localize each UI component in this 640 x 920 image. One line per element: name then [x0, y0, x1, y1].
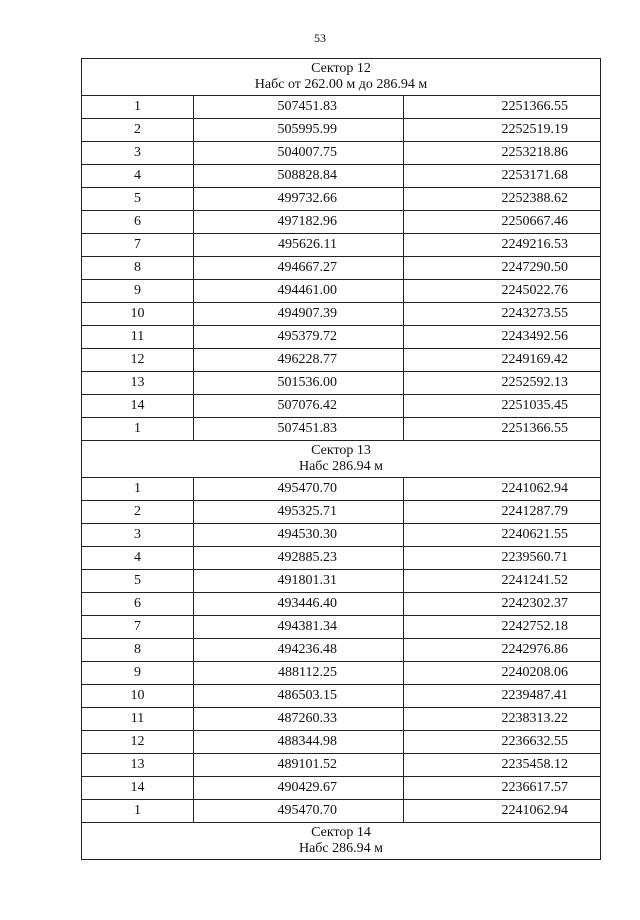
sector-header: [82, 441, 601, 478]
point-number-cell: 12: [82, 349, 194, 372]
sector-header-row: [82, 823, 601, 860]
x-coordinate-cell: 490429.67: [194, 777, 404, 800]
y-coordinate-cell: 2236632.55: [404, 731, 601, 754]
y-coordinate-cell: 2241062.94: [404, 800, 601, 823]
sector-header-row: [82, 59, 601, 96]
table-row: [82, 685, 601, 708]
sector-title: Сектор 14: [311, 825, 371, 840]
x-coordinate-cell: 508828.84: [194, 165, 404, 188]
x-coordinate-cell: 504007.75: [194, 142, 404, 165]
y-coordinate-cell: 2251366.55: [404, 418, 601, 441]
point-number-cell: 9: [82, 280, 194, 303]
point-number-cell: 11: [82, 708, 194, 731]
point-number-cell: 6: [82, 593, 194, 616]
y-coordinate-cell: 2243492.56: [404, 326, 601, 349]
table-row: [82, 188, 601, 211]
y-coordinate-cell: 2253171.68: [404, 165, 601, 188]
y-coordinate-cell: 2247290.50: [404, 257, 601, 280]
y-coordinate-cell: 2243273.55: [404, 303, 601, 326]
table-row: [82, 349, 601, 372]
y-coordinate-cell: 2241062.94: [404, 478, 601, 501]
table-row: [82, 708, 601, 731]
point-number-cell: 6: [82, 211, 194, 234]
point-number-cell: 14: [82, 395, 194, 418]
x-coordinate-cell: 494530.30: [194, 524, 404, 547]
y-coordinate-cell: 2251366.55: [404, 96, 601, 119]
table-row: [82, 501, 601, 524]
point-number-cell: 13: [82, 754, 194, 777]
x-coordinate-cell: 497182.96: [194, 211, 404, 234]
x-coordinate-cell: 495470.70: [194, 478, 404, 501]
y-coordinate-cell: 2241241.52: [404, 570, 601, 593]
point-number-cell: 3: [82, 142, 194, 165]
y-coordinate-cell: 2240208.06: [404, 662, 601, 685]
table-row: [82, 372, 601, 395]
x-coordinate-cell: 495626.11: [194, 234, 404, 257]
x-coordinate-cell: 487260.33: [194, 708, 404, 731]
y-coordinate-cell: 2242976.86: [404, 639, 601, 662]
point-number-cell: 1: [82, 478, 194, 501]
sector-header-row: [82, 441, 601, 478]
sector-subtitle: Набс 286.94 м: [298, 459, 384, 474]
y-coordinate-cell: 2252519.19: [404, 119, 601, 142]
page-number: 53: [314, 31, 326, 45]
y-coordinate-cell: 2252592.13: [404, 372, 601, 395]
table-row: [82, 280, 601, 303]
point-number-cell: 5: [82, 188, 194, 211]
coordinates-table-body: [82, 59, 601, 860]
table-row: [82, 570, 601, 593]
point-number-cell: 11: [82, 326, 194, 349]
y-coordinate-cell: 2240621.55: [404, 524, 601, 547]
sector-title: Сектор 12: [311, 61, 371, 76]
point-number-cell: 8: [82, 257, 194, 280]
table-row: [82, 96, 601, 119]
y-coordinate-cell: 2249216.53: [404, 234, 601, 257]
table-row: [82, 395, 601, 418]
point-number-cell: 10: [82, 303, 194, 326]
point-number-cell: 1: [82, 96, 194, 119]
table-row: [82, 547, 601, 570]
x-coordinate-cell: 496228.77: [194, 349, 404, 372]
y-coordinate-cell: 2245022.76: [404, 280, 601, 303]
x-coordinate-cell: 507451.83: [194, 418, 404, 441]
table-row: [82, 211, 601, 234]
table-row: [82, 754, 601, 777]
x-coordinate-cell: 492885.23: [194, 547, 404, 570]
point-number-cell: 12: [82, 731, 194, 754]
sector-header: [82, 59, 601, 96]
x-coordinate-cell: 495325.71: [194, 501, 404, 524]
x-coordinate-cell: 489101.52: [194, 754, 404, 777]
x-coordinate-cell: 488344.98: [194, 731, 404, 754]
y-coordinate-cell: 2236617.57: [404, 777, 601, 800]
point-number-cell: 4: [82, 547, 194, 570]
table-row: [82, 326, 601, 349]
x-coordinate-cell: 501536.00: [194, 372, 404, 395]
table-row: [82, 639, 601, 662]
x-coordinate-cell: 494381.34: [194, 616, 404, 639]
table-row: [82, 418, 601, 441]
table-row: [82, 616, 601, 639]
point-number-cell: 2: [82, 119, 194, 142]
sector-subtitle: Набс 286.94 м: [298, 841, 384, 856]
coordinates-table: [81, 58, 601, 860]
table-row: [82, 662, 601, 685]
table-row: [82, 777, 601, 800]
x-coordinate-cell: 494907.39: [194, 303, 404, 326]
point-number-cell: 10: [82, 685, 194, 708]
y-coordinate-cell: 2253218.86: [404, 142, 601, 165]
y-coordinate-cell: 2242302.37: [404, 593, 601, 616]
point-number-cell: 9: [82, 662, 194, 685]
table-row: [82, 478, 601, 501]
sector-subtitle: Набс от 262.00 м до 286.94 м: [254, 77, 428, 92]
y-coordinate-cell: 2251035.45: [404, 395, 601, 418]
sector-title: Сектор 13: [311, 443, 371, 458]
x-coordinate-cell: 505995.99: [194, 119, 404, 142]
x-coordinate-cell: 499732.66: [194, 188, 404, 211]
point-number-cell: 13: [82, 372, 194, 395]
point-number-cell: 5: [82, 570, 194, 593]
point-number-cell: 3: [82, 524, 194, 547]
x-coordinate-cell: 507451.83: [194, 96, 404, 119]
y-coordinate-cell: 2238313.22: [404, 708, 601, 731]
point-number-cell: 1: [82, 418, 194, 441]
y-coordinate-cell: 2235458.12: [404, 754, 601, 777]
x-coordinate-cell: 495470.70: [194, 800, 404, 823]
x-coordinate-cell: 495379.72: [194, 326, 404, 349]
x-coordinate-cell: 493446.40: [194, 593, 404, 616]
table-row: [82, 524, 601, 547]
y-coordinate-cell: 2250667.46: [404, 211, 601, 234]
table-row: [82, 234, 601, 257]
table-row: [82, 142, 601, 165]
y-coordinate-cell: 2249169.42: [404, 349, 601, 372]
y-coordinate-cell: 2252388.62: [404, 188, 601, 211]
point-number-cell: 2: [82, 501, 194, 524]
table-row: [82, 165, 601, 188]
y-coordinate-cell: 2242752.18: [404, 616, 601, 639]
x-coordinate-cell: 507076.42: [194, 395, 404, 418]
y-coordinate-cell: 2239560.71: [404, 547, 601, 570]
x-coordinate-cell: 491801.31: [194, 570, 404, 593]
x-coordinate-cell: 494461.00: [194, 280, 404, 303]
table-row: [82, 731, 601, 754]
table-row: [82, 303, 601, 326]
sector-header: [82, 823, 601, 860]
point-number-cell: 1: [82, 800, 194, 823]
table-row: [82, 119, 601, 142]
x-coordinate-cell: 488112.25: [194, 662, 404, 685]
table-row: [82, 593, 601, 616]
table-row: [82, 257, 601, 280]
point-number-cell: 7: [82, 616, 194, 639]
x-coordinate-cell: 494236.48: [194, 639, 404, 662]
x-coordinate-cell: 494667.27: [194, 257, 404, 280]
y-coordinate-cell: 2241287.79: [404, 501, 601, 524]
table-row: [82, 800, 601, 823]
x-coordinate-cell: 486503.15: [194, 685, 404, 708]
y-coordinate-cell: 2239487.41: [404, 685, 601, 708]
point-number-cell: 7: [82, 234, 194, 257]
point-number-cell: 8: [82, 639, 194, 662]
point-number-cell: 4: [82, 165, 194, 188]
point-number-cell: 14: [82, 777, 194, 800]
